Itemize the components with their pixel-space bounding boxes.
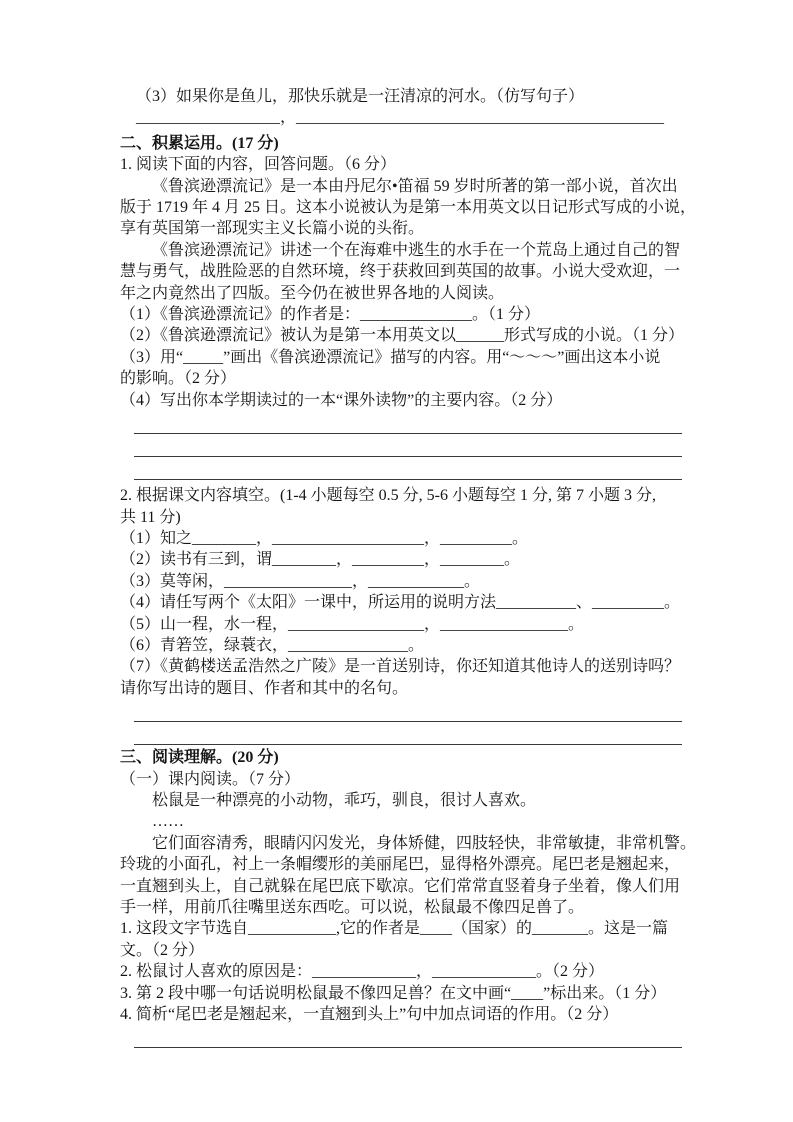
text-line: 请你写出诗的题目、作者和其中的名句。 — [120, 679, 409, 697]
text-line: 2. 根据课文内容填空。(1-4 小题每空 0.5 分, 5-6 小题每空 1 分, 第 7 小题 3 分, — [120, 487, 656, 505]
text-line: 享有英国第一部现实主义长篇小说的头衔。 — [120, 220, 425, 238]
answer-line — [134, 722, 682, 745]
text-line: 松鼠是一种漂亮的小动物，乖巧，驯良，很讨人喜欢。 — [152, 791, 537, 809]
text-line: （4）请任写两个《太阳》一课中，所运用的说明方法__________、_________。 — [120, 594, 681, 612]
text-line: 玲珑的小面孔，衬上一条帽缨形的美丽尾巴，显得格外漂亮。尾巴老是翘起来， — [120, 856, 681, 874]
text-line: …… — [152, 813, 184, 831]
answer-line — [134, 411, 682, 434]
answer-line — [134, 434, 682, 457]
text-line: 1. 这段文字节选自___________,它的作者是____（国家）的_______。这是一篇 — [120, 920, 669, 938]
text-line: 年之内竟然出了四版。至今仍在被世界各地的人阅读。 — [120, 284, 505, 302]
text-line: 一直翘到头上，自己就躲在尾巴底下歇凉。它们常常直竖着身子坐着，像人们用 — [120, 877, 681, 895]
text-line: 4. 简析“尾巴老是翘起来，一直翘到头上”句中加点词语的作用。（2 分） — [120, 1006, 619, 1024]
exam-page — [120, 86, 697, 1048]
text-line: 《鲁滨逊漂流记》讲述一个在海难中逃生的水手在一个荒岛上通过自己的智 — [152, 241, 681, 259]
section-heading: 三、阅读理解。(20 分) — [120, 749, 279, 767]
text-line: （一）课内阅读。（7 分） — [120, 770, 301, 788]
text-line: （1）《鲁滨逊漂流记》的作者是：______________。（1 分） — [120, 306, 541, 324]
text-line: （2）《鲁滨逊漂流记》被认为是第一本用英文以______形式写成的小说。（1 分） — [120, 327, 685, 345]
text-line: 慧与勇气，战胜险恶的自然环境，终于获救回到英国的故事。小说大受欢迎，一 — [120, 263, 681, 281]
text-line: 它们面容清秀，眼睛闪闪发光，身体矫健，四肢轻快，非常敏捷，非常机警。 — [152, 834, 697, 852]
text-line: （1）知之________，___________________，_________。 — [120, 529, 529, 547]
text-line: 《鲁滨逊漂流记》是一本由丹尼尔•笛福 59 岁时所著的第一部小说，首次出 — [152, 177, 678, 195]
text-line: 1. 阅读下面的内容，回答问题。（6 分） — [120, 156, 397, 174]
text-line: 的影响。（2 分） — [120, 370, 237, 388]
text-line: 共 11 分) — [120, 508, 181, 526]
text-line: （3）莫等闲，________________，____________。 — [120, 572, 481, 590]
text-line: 文。（2 分） — [120, 941, 205, 959]
answer-line — [134, 1025, 682, 1048]
text-line: （3）用“_____”画出《鲁滨逊漂流记》描写的内容。用“～～～”画出这本小说 — [120, 348, 661, 366]
text-line: （6）青箬笠，绿蓑衣，_______________。 — [120, 636, 425, 654]
section-heading: 二、积累运用。(17 分) — [120, 134, 279, 152]
answer-line — [134, 457, 682, 480]
text-line: （2）读书有三到，谓________，_________，________。 — [120, 551, 521, 569]
text-line: （7）《黄鹤楼送孟浩然之广陵》是一首送别诗，你还知道其他诗人的送别诗吗？ — [120, 658, 681, 676]
text-line: __________________，______________________________________________ — [136, 109, 664, 127]
answer-line — [134, 699, 682, 722]
text-line: （4）写出你本学期读过的一本“课外读物”的主要内容。（2 分） — [120, 391, 563, 409]
text-line: 版于 1719 年 4 月 25 日。这本小说被认为是第一本用英文以日记形式写成的小说， — [120, 199, 697, 217]
text-line: 3. 第 2 段中哪一句话说明松鼠最不像四足兽？在文中画“____”标出来。（1 分） — [120, 984, 667, 1002]
text-line: 2. 松鼠讨人喜欢的原因是：_____________，_____________。（2 分） — [120, 963, 605, 981]
text-line: （5）山一程，水一程，_________________，________________。 — [120, 615, 585, 633]
text-line: 手一样，用前爪往嘴里送东西吃。可以说，松鼠最不像四足兽了。 — [120, 899, 585, 916]
text-line: （3）如果你是鱼儿，那快乐就是一汪清凉的河水。（仿写句子） — [136, 88, 585, 105]
